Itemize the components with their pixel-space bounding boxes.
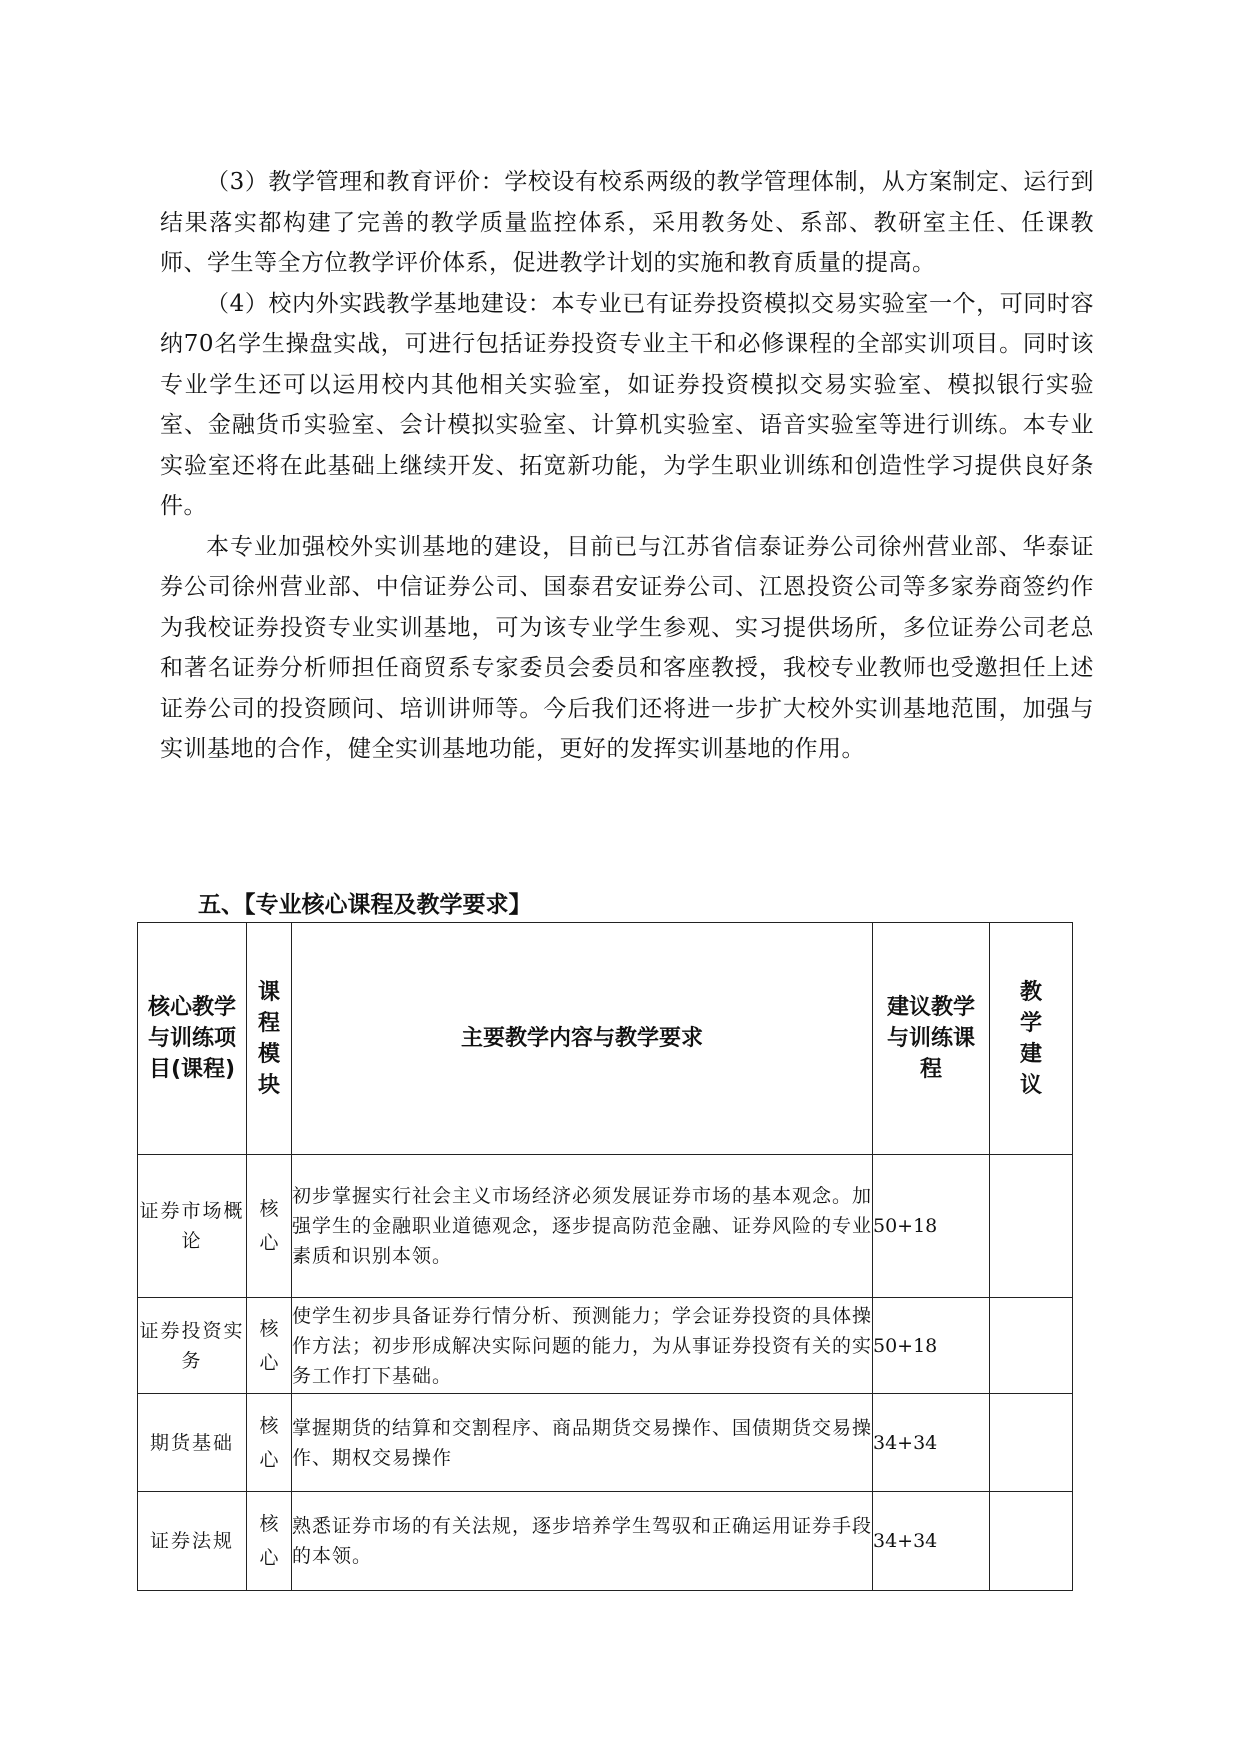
table-header-row [138, 923, 1073, 1155]
course-hours: 50+18 [873, 1155, 990, 1298]
table-row [138, 1298, 1073, 1394]
header-course: 核心教学与训练项目(课程) [138, 923, 247, 1155]
paragraph-practice-base: （4）校内外实践教学基地建设：本专业已有证券投资模拟交易实验室一个，可同时容纳70名学生操盘实战，可进行包括证券投资专业主干和必修课程的全部实训项目。同时该专业学生还可以运用校内其他相关实验室，如证券投资模拟交易实验室、模拟银行实验室、金融货币实验室、会计模拟实验室、计算机实验室、语音实验室等进行训练。本专业实验室还将在此基础上继续开发、拓宽新功能，为学生职业训练和创造性学习提供良好条件。 [160, 290, 1094, 519]
table-row [138, 1155, 1073, 1298]
course-content: 掌握期货的结算和交割程序、商品期货交易操作、国债期货交易操作、期权交易操作 [292, 1394, 873, 1492]
course-name: 证券市场概论 [138, 1155, 247, 1298]
header-content: 主要教学内容与教学要求 [292, 923, 873, 1155]
course-module: 核心 [247, 1155, 292, 1298]
course-name: 证券投资实务 [138, 1298, 247, 1394]
table-row [138, 1394, 1073, 1492]
course-advice [990, 1298, 1073, 1394]
course-module: 核心 [247, 1298, 292, 1394]
core-course-table [137, 922, 1073, 1591]
course-advice [990, 1394, 1073, 1492]
paragraph-teaching-management: （3）教学管理和教育评价：学校设有校系两级的教学管理体制，从方案制定、运行到结果落实都构建了完善的教学质量监控体系，采用教务处、系部、教研室主任、任课教师、学生等全方位教学评价体系，促进教学计划的实施和教育质量的提高。 [160, 169, 1094, 276]
course-content: 熟悉证券市场的有关法规，逐步培养学生驾驭和正确运用证券手段的本领。 [292, 1492, 873, 1591]
course-name: 证券法规 [138, 1492, 247, 1591]
course-hours: 34+34 [873, 1492, 990, 1591]
course-hours: 34+34 [873, 1394, 990, 1492]
course-module: 核心 [247, 1492, 292, 1591]
course-module: 核心 [247, 1394, 292, 1492]
header-module: 课程模块 [247, 923, 292, 1155]
course-hours: 50+18 [873, 1298, 990, 1394]
header-advice: 教学建议 [990, 923, 1073, 1155]
header-hours: 建议教学与训练课程 [873, 923, 990, 1155]
course-content: 使学生初步具备证券行情分析、预测能力；学会证券投资的具体操作方法；初步形成解决实际问题的能力，为从事证券投资有关的实务工作打下基础。 [292, 1298, 873, 1394]
course-name: 期货基础 [138, 1394, 247, 1492]
course-content: 初步掌握实行社会主义市场经济必须发展证券市场的基本观念。加强学生的金融职业道德观念，逐步提高防范金融、证券风险的专业素质和识别本领。 [292, 1155, 873, 1298]
body-text [160, 162, 1094, 770]
course-advice [990, 1492, 1073, 1591]
course-advice [990, 1155, 1073, 1298]
table-row [138, 1492, 1073, 1591]
section-heading: 五、【专业核心课程及教学要求】 [198, 892, 532, 918]
paragraph-external-base: 本专业加强校外实训基地的建设，目前已与江苏省信泰证券公司徐州营业部、华泰证券公司徐州营业部、中信证券公司、国泰君安证券公司、江恩投资公司等多家券商签约作为我校证券投资专业实训基地，可为该专业学生参观、实习提供场所，多位证券公司老总和著名证券分析师担任商贸系专家委员会委员和客座教授，我校专业教师也受邀担任上述证券公司的投资顾问、培训讲师等。今后我们还将进一步扩大校外实训基地范围，加强与实训基地的合作，健全实训基地功能，更好的发挥实训基地的作用。 [160, 533, 1094, 762]
